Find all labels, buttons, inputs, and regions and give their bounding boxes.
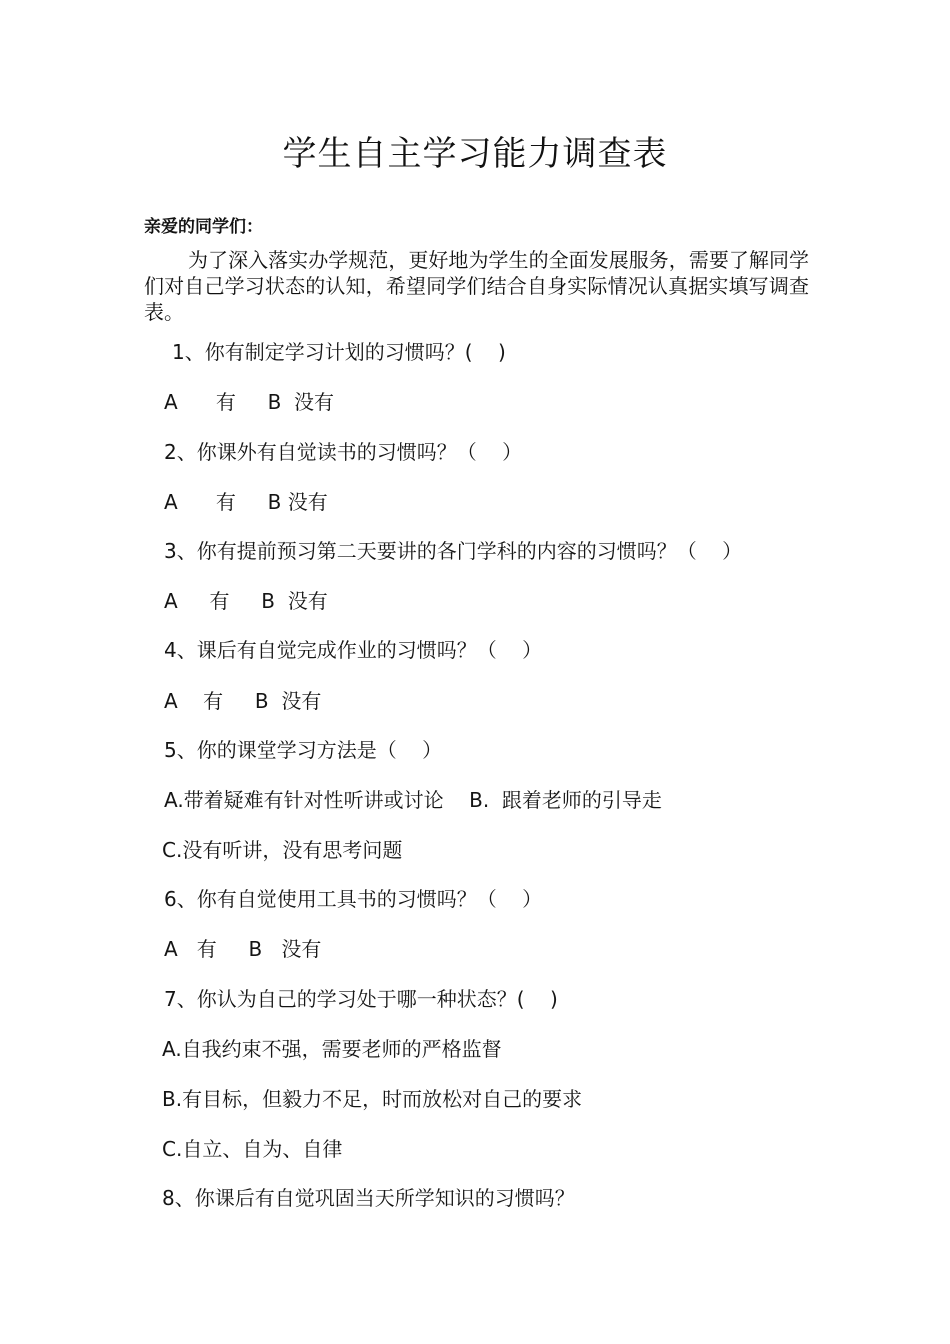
intro-paragraph: 为了深入落实办学规范，更好地为学生的全面发展服务，需要了解同学们对自己学习状态的认知，希望同学们结合自身实际情况认真据实填写调查表。 bbox=[144, 248, 809, 324]
question-6: 6、你有自觉使用工具书的习惯吗？（ ） bbox=[164, 887, 543, 911]
question-5-option-ab: A.带着疑难有针对性听讲或讨论 B. 跟着老师的引导走 bbox=[164, 788, 662, 812]
question-3: 3、你有提前预习第二天要讲的各门学科的内容的习惯吗？（ ） bbox=[164, 539, 743, 563]
question-3-options: A 有 B 没有 bbox=[164, 589, 328, 613]
question-7-option-b: B.有目标，但毅力不足，时而放松对自己的要求 bbox=[162, 1087, 583, 1111]
question-4: 4、课后有自觉完成作业的习惯吗？（ ） bbox=[164, 638, 543, 662]
question-7: 7、你认为自己的学习处于哪一种状态？( ) bbox=[164, 987, 558, 1011]
question-2-options: A 有 B 没有 bbox=[164, 490, 328, 514]
question-7-option-a: A.自我约束不强，需要老师的严格监督 bbox=[162, 1037, 502, 1061]
question-1: 1、你有制定学习计划的习惯吗？( ) bbox=[172, 340, 506, 364]
question-7-option-c: C.自立、自为、自律 bbox=[162, 1137, 343, 1161]
question-6-options: A 有 B 没有 bbox=[164, 937, 322, 961]
question-8: 8、你课后有自觉巩固当天所学知识的习惯吗？ bbox=[162, 1186, 575, 1210]
question-4-options: A 有 B 没有 bbox=[164, 689, 322, 713]
page-title: 学生自主学习能力调查表 bbox=[282, 134, 668, 174]
question-5: 5、你的课堂学习方法是（ ） bbox=[164, 738, 443, 762]
question-1-options: A 有 B 没有 bbox=[164, 390, 335, 414]
question-2: 2、你课外有自觉读书的习惯吗？（ ） bbox=[164, 440, 523, 464]
question-5-option-c: C.没有听讲，没有思考问题 bbox=[162, 838, 403, 862]
greeting: 亲爱的同学们： bbox=[144, 217, 263, 237]
